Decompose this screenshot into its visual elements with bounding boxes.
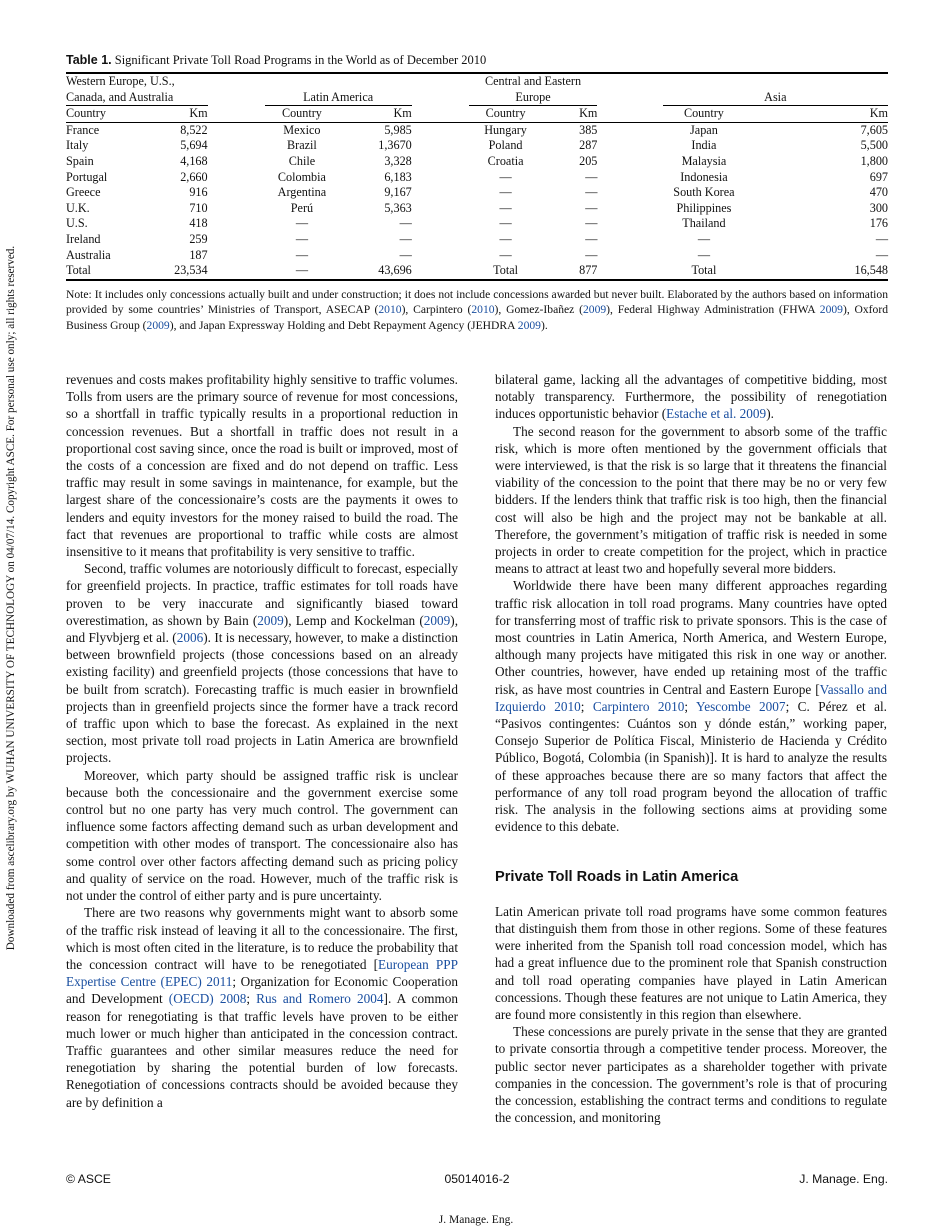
section-heading: Private Toll Roads in Latin America [495,869,739,886]
table-cell: 7,605 [860,122,888,137]
download-notice [3,245,23,951]
table-cell: Italy [66,138,89,153]
table-cell: 259 [189,231,208,246]
footer-article-number: 05014016-2 [444,1172,510,1186]
table-cell: Total [493,263,519,278]
table-cell: 5,500 [860,138,888,153]
table-cell: — [295,231,309,246]
table-row [66,216,888,232]
paragraph: Moreover, which party should be assigned traffic risk is unclear because both the concessionaire and the government exercise some control but no one party has very much control. The government can influence some factors affecting demand such as urban development and competition with other modes of transport. The concessionaire also has some control over other factors affecting demand such as pricing policy and quality of service on the road. However, much of the traffic risk is not under the control of either party and is pure uncertainty. [66,767,458,904]
table-cell: 6,183 [384,169,412,184]
page-footer [66,1172,888,1188]
table-cell: 1,800 [860,153,888,168]
table-cell: 205 [579,153,598,168]
citation-link[interactable]: 2009 [819,303,843,317]
table-cell: — [499,200,512,215]
paragraph: The second reason for the government to absorb some of the traffic risk, which is more often mentioned by the government officials that were interviewed, is that the risk is so large that it threatens the financial viability of the concession to the point that there may be no or very few bidders. If the lenders think that traffic risk is too high, then the financial cost will also be high and the project may not be bankable at all. Therefore, the government’s mitigation of traffic risk is needed in some projects in order to create competition for the project, which in practice means to attract at least two and hopefully several more bidders. [495,423,887,577]
table-section [66,53,888,333]
table-cell: India [691,138,717,153]
footer-copyright: © ASCE [66,1172,111,1186]
citation-link[interactable]: 2009 [146,318,170,332]
citation-link[interactable]: Estache et al. 2009 [666,406,767,422]
table-cell: Portugal [66,169,108,184]
table-cell: 385 [579,122,598,137]
table-cell: — [295,216,309,231]
citation-link[interactable]: 2010 [378,303,402,317]
table-row [66,154,888,170]
table-cell: — [585,200,598,215]
paragraph: There are two reasons why governments might want to absorb some of the traffic risk instead of leaving it all to the concessionaire. The first, which is most often cited in the literature, is to reduce the probability that the concession contract will have to be renegotiated [European PPP Expertise Centre (EPEC) 2011; Organization for Economic Cooperation and Development (OECD) 2008; Rus and Romero 2004]. A common reason for renegotiating is that traffic levels have proven to be either much lower or much higher than anticipated in the concession contract. Traffic guarantees and other similar measures reduce the need for renegotiation by sharing the potential burden of low forecasts. Renegotiation of concessions contracts should be avoided because they are by definition a [66,905,459,1110]
paragraph: Second, traffic volumes are notoriously difficult to forecast, especially for greenfield projects. In practice, traffic estimates for toll roads have proven to be very inaccurate and significantly biased toward overestimation, as shown by Bain (2009), Lemp and Kockelman (2009), and Flyvbjerg et al. (2006). It is necessary, however, to make a distinction between brownfield projects (those concessions based on an already existing facility) and greenfield projects (those concessions that have to be built from scratch). Forecasting traffic is much easier in brownfield projects than in greenfield projects since the former have a track record of traffic upon which to base the forecast. As explained in the next section, most private toll road projects in Latin America are brownfield projects. [66,561,459,766]
table-cell: Thailand [682,216,726,231]
region-asia: Asia [663,73,888,106]
table-cell: — [399,247,412,262]
table-row [66,138,888,154]
table-cell: — [697,247,711,262]
table-cell: — [399,231,412,246]
table-cell: South Korea [673,185,735,200]
table-cell: — [585,231,598,246]
region-latin: Latin America [265,73,412,106]
table-cell: — [499,216,512,231]
table-cell: — [585,169,598,184]
table-cell: 300 [869,200,888,215]
table-cell: 5,363 [384,200,412,215]
table-cell: — [499,169,512,184]
table-cell: — [499,231,512,246]
left-column [66,371,458,1111]
table-cell: 9,167 [384,185,412,200]
table-cell: Croatia [487,153,524,168]
table-cell: — [875,231,888,246]
table-cell: 2,660 [180,169,208,184]
table-cell: 470 [869,185,888,200]
table-cell: Indonesia [680,169,728,184]
citation-link[interactable]: 2009 [517,318,541,332]
table-cell: Spain [66,153,94,168]
citation-link[interactable]: Carpintero 2010 [592,698,685,714]
table-cell: — [295,263,309,278]
paragraph: Latin American private toll road programs have some common features that distinguish them from those in other regions. Some of these features were inherited from the Spanish toll road concession model, which has had a great influence due to the prominent role that Spanish construction and toll road operating companies have played in Latin American concessions. Though these features are not unique to Latin America, they are found more consistently in this region than elsewhere. [495,903,887,1022]
citation-link[interactable]: 2006 [176,630,204,646]
table-cell: U.K. [66,200,90,215]
table-cell: Philippines [676,200,732,215]
table-cell: 916 [189,185,208,200]
table-cell: 4,168 [180,153,208,168]
table-title: Significant Private Toll Road Programs in the World as of December 2010 [114,53,487,67]
toll-road-table [66,72,888,281]
table-cell: Total [691,263,717,278]
table-cell: France [66,122,100,137]
table-cell: — [295,247,309,262]
table-row [66,201,888,217]
citation-link[interactable]: 2009 [582,303,607,317]
table-cell: Chile [288,153,316,168]
table-label: Table 1. [66,53,112,67]
table-cell: — [585,247,598,262]
table-cell: Argentina [277,185,327,200]
table-cell: — [399,216,412,231]
citation-link[interactable]: Vassallo and Izquierdo 2010 [495,681,887,714]
region-central: Central and Eastern Europe [469,73,598,106]
table-cell: 697 [869,169,888,184]
table-cell: Mexico [283,122,321,137]
table-cell: Total [66,263,91,278]
citation-link[interactable]: (OECD) 2008 [168,991,247,1007]
region-header-row [66,73,888,106]
table-row [66,170,888,186]
table-cell: 43,696 [378,263,412,278]
citation-link[interactable]: 2009 [423,612,451,628]
citation-link[interactable]: Yescombe 2007 [696,698,786,714]
paragraph: These concessions are purely private in the sense that they are granted to private consortia through a competitive tender process. Moreover, the public sector never participates as a shareholder together with private companies in the concession. The government’s role is that of procuring the concession, establishing the contract terms and conditions to regulate the concession, and monitoring [495,1024,887,1126]
table-cell: Colombia [277,169,326,184]
table-row [66,122,888,138]
table-body [66,122,888,279]
table-cell: — [875,247,888,262]
table-cell: 5,985 [384,122,412,137]
citation-link[interactable]: 2010 [471,303,495,317]
bottom-journal-name: J. Manage. Eng. [438,1214,514,1226]
table-cell: 5,694 [180,138,208,153]
table-cell: 3,328 [384,153,412,168]
region-western: Western Europe, U.S., Canada, and Australia [66,73,208,106]
table-cell: Australia [66,247,111,262]
table-cell: 1,3670 [378,138,412,153]
download-notice-text: Downloaded from ascelibrary.org by WUHAN UNIVERSITY OF TECHNOLOGY on 04/07/14. Copyright ASCE. For personal use only; all rights reserved. [5,245,17,951]
table-caption [66,53,888,68]
table-cell: 23,534 [174,263,208,278]
table-cell: 8,522 [180,122,208,137]
table-cell: Greece [66,185,101,200]
table-cell: Hungary [484,122,527,137]
table-cell: Poland [488,138,523,153]
table-cell: Brazil [287,138,317,153]
table-cell: Malaysia [681,153,727,168]
table-row [66,232,888,248]
table-cell: 16,548 [854,263,888,278]
column-header-row: Country Km Country Km Country Km Country Km [66,106,888,123]
footer-journal: J. Manage. Eng. [799,1172,888,1186]
table-cell: Japan [690,122,718,137]
table-cell: 877 [579,263,598,278]
table-cell: 710 [189,200,208,215]
table-row [66,248,888,264]
table-cell: U.S. [66,216,88,231]
citation-link[interactable]: 2009 [257,612,284,628]
table-row [66,185,888,201]
table-cell: — [585,216,598,231]
paragraph: Worldwide there have been many different approaches regarding traffic risk allocation in toll road programs. Many countries have opted for transferring most of traffic risk to private sponsors. This is the case of most countries in Latin America, North America, and Western Europe, although many projects have mitigated this risk in one way or another. Other countries, however, have ended up retaining most of the traffic risk, as have most countries in Central and Eastern Europe [Vassallo and Izquierdo 2010; Carpintero 2010; Yescombe 2007; C. Pérez et al. “Pasivos contingentes: Cuántos son y dónde están,” working paper, Consejo Superior de Política Fiscal, Ministerio de Hacienda y Crédito Público, Bogotá, Colombia (in Spanish)]. It is hard to analyze the results of these approaches because there are so many factors that affect the performance of any toll road program beyond the allocation of traffic risk. The analysis in the following sections aims at providing some evidence to this debate. [495,578,887,835]
paragraph: revenues and costs makes profitability highly sensitive to traffic volumes. Tolls from users are the primary source of revenue for most concessions, so a shortfall in traffic typically results in a proportional reduction in concession revenues. But a shortfall in traffic does not result in a proportional cost saving since, once the road is built or improved, most of the costs of a concession are fixed and do not depend on traffic. Less traffic may result in some savings in maintenance, for example, but the largest share of the concessionaire’s costs are the payments it owes to lenders and equity investors for the money raised to build the road. The fact that revenues are proportional to traffic while costs are almost insensitive to it means that profitability is very sensitive to traffic. [66,372,458,560]
table-note: Note: It includes only concessions actually built and under construction; it does not include concessions awarded but never built. Elaborated by the authors based on information provided by some countries’ Ministries of Transport, ASECAP (2010), Carpintero (2010), Gomez-Ibañez (2009), Federal Highway Administration (FHWA 2009), Oxford Business Group (2009), and Japan Expressway Holding and Debt Repayment Agency (JEHDRA 2009). [66,287,888,332]
table-cell: 176 [869,216,888,231]
table-cell: Ireland [66,231,101,246]
table-cell: — [585,185,598,200]
citation-link[interactable]: Rus and Romero 2004 [256,991,384,1007]
table-cell: Perú [290,200,314,215]
table-cell: 418 [189,216,208,231]
citation-link[interactable]: European PPP Expertise Centre (EPEC) 2011 [66,956,458,990]
table-cell: 287 [579,138,598,153]
table-row [66,263,888,280]
table-cell: 187 [189,247,208,262]
table-cell: — [499,185,512,200]
table-cell: — [697,231,711,246]
table-cell: — [499,247,512,262]
paragraph: bilateral game, lacking all the advantages of competitive bidding, most notably transparency. Furthermore, the possibility of renegotiation induces opportunistic behavior (Estache et al. 2009). [495,372,887,422]
right-column [495,371,887,1126]
